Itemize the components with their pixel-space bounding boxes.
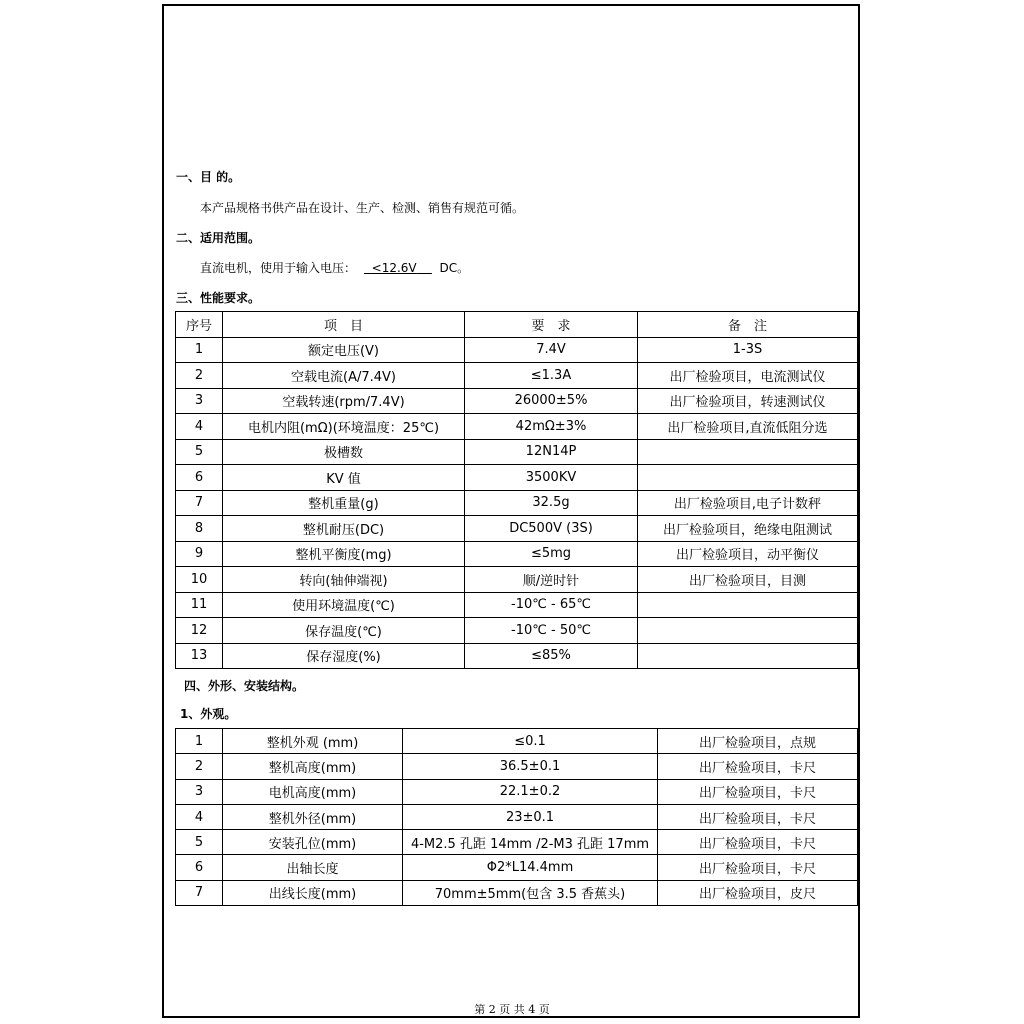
table-cell	[638, 439, 858, 465]
table-row	[176, 388, 858, 414]
table-cell: 8	[176, 516, 223, 542]
table-cell: 出厂检验项目，绝缘电阻测试	[638, 516, 858, 542]
table-row	[176, 618, 858, 644]
table-cell: 出轴长度	[223, 855, 403, 880]
table-cell	[638, 618, 858, 644]
table-cell: 7.4V	[465, 337, 638, 363]
table-row	[176, 516, 858, 542]
table-cell: 7	[176, 880, 223, 905]
table-row	[176, 592, 858, 618]
table-cell: 5	[176, 830, 223, 855]
table-row	[176, 754, 858, 779]
table-cell: 32.5g	[465, 490, 638, 516]
table-cell: 2	[176, 363, 223, 389]
table-cell: 4-M2.5 孔距 14mm /2-M3 孔距 17mm	[403, 830, 658, 855]
section-shape-title: 四、外形、安装结构。	[184, 679, 305, 693]
table-row	[176, 855, 858, 880]
table-cell: 备 注	[638, 312, 858, 338]
table-row	[176, 567, 858, 593]
section-purpose-title: 一、目 的。	[176, 170, 241, 184]
table-cell: 出厂检验项目，卡尺	[658, 830, 858, 855]
section-scope-title: 二、适用范围。	[176, 231, 261, 245]
table-row	[176, 439, 858, 465]
table-cell: 保存温度(℃)	[223, 618, 465, 644]
table-cell: 空载转速(rpm/7.4V)	[223, 388, 465, 414]
table-cell: 10	[176, 567, 223, 593]
table-cell: 出厂检验项目，卡尺	[658, 804, 858, 829]
table-cell: ≤0.1	[403, 729, 658, 754]
table-cell: ≤1.3A	[465, 363, 638, 389]
table-row	[176, 779, 858, 804]
table-cell: -10℃ - 65℃	[465, 592, 638, 618]
table-cell: 整机耐压(DC)	[223, 516, 465, 542]
table-cell: 项 目	[223, 312, 465, 338]
table-cell: 出厂检验项目，目测	[638, 567, 858, 593]
table-cell: 22.1±0.2	[403, 779, 658, 804]
table-cell: 极槽数	[223, 439, 465, 465]
section-performance-title: 三、性能要求。	[176, 291, 261, 305]
scope-voltage-value: <12.6V	[371, 261, 417, 275]
table-row	[176, 414, 858, 440]
table-cell: 3	[176, 388, 223, 414]
section-appearance-title: 1、外观。	[180, 707, 237, 721]
table-cell: 出厂检验项目,直流低阻分选	[638, 414, 858, 440]
table-cell: 4	[176, 804, 223, 829]
table-cell	[638, 643, 858, 669]
table-cell: Φ2*L14.4mm	[403, 855, 658, 880]
table-cell: ≤5mg	[465, 541, 638, 567]
table-cell: 出厂检验项目，动平衡仪	[638, 541, 858, 567]
table-cell: 整机重量(g)	[223, 490, 465, 516]
table-row	[176, 465, 858, 491]
table-cell: 整机外径(mm)	[223, 804, 403, 829]
table-row	[176, 337, 858, 363]
table-cell: 1-3S	[638, 337, 858, 363]
table-row	[176, 490, 858, 516]
table-cell: 42mΩ±3%	[465, 414, 638, 440]
table-cell: 4	[176, 414, 223, 440]
table-cell: 出厂检验项目,电子计数秤	[638, 490, 858, 516]
table-row	[176, 729, 858, 754]
table-cell: 70mm±5mm(包含 3.5 香蕉头)	[403, 880, 658, 905]
table-cell: 额定电压(V)	[223, 337, 465, 363]
table-cell: 电机高度(mm)	[223, 779, 403, 804]
table-header-row	[176, 312, 858, 338]
table-cell: 序号	[176, 312, 223, 338]
table-cell: KV 值	[223, 465, 465, 491]
table-cell: 整机平衡度(mg)	[223, 541, 465, 567]
table-cell	[638, 592, 858, 618]
table-cell: 6	[176, 855, 223, 880]
table-row	[176, 363, 858, 389]
spec-table	[175, 311, 858, 669]
table-cell: 出厂检验项目，卡尺	[658, 855, 858, 880]
table-cell: 2	[176, 754, 223, 779]
table-cell: 安装孔位(mm)	[223, 830, 403, 855]
table-row	[176, 541, 858, 567]
table-cell: 保存湿度(%)	[223, 643, 465, 669]
table-cell: 出厂检验项目，卡尺	[658, 779, 858, 804]
table-cell: 6	[176, 465, 223, 491]
table-cell: 出厂检验项目，点规	[658, 729, 858, 754]
table-row	[176, 643, 858, 669]
table-cell: 12N14P	[465, 439, 638, 465]
table-row	[176, 804, 858, 829]
table-cell: 转向(轴伸端视)	[223, 567, 465, 593]
scope-suffix: DC。	[439, 261, 470, 275]
table-cell: 出厂检验项目，皮尺	[658, 880, 858, 905]
table-cell: 出厂检验项目，转速测试仪	[638, 388, 858, 414]
section-scope-text	[200, 259, 469, 276]
table-cell: 23±0.1	[403, 804, 658, 829]
table-cell: 顺/逆时针	[465, 567, 638, 593]
table-cell: 36.5±0.1	[403, 754, 658, 779]
table-cell: 1	[176, 337, 223, 363]
table-cell: 13	[176, 643, 223, 669]
page-footer: 第 2 页 共 4 页	[474, 1003, 550, 1016]
table-row	[176, 830, 858, 855]
table-cell: DC500V (3S)	[465, 516, 638, 542]
table-cell: 3	[176, 779, 223, 804]
table-cell: 电机内阻(mΩ)(环境温度：25℃)	[223, 414, 465, 440]
table-cell: 5	[176, 439, 223, 465]
table-cell: 要 求	[465, 312, 638, 338]
scope-prefix: 直流电机，使用于输入电压：	[200, 261, 357, 275]
table-cell: -10℃ - 50℃	[465, 618, 638, 644]
table-cell: 7	[176, 490, 223, 516]
table-cell: 9	[176, 541, 223, 567]
table-cell: 整机外观 (mm)	[223, 729, 403, 754]
table-cell: 11	[176, 592, 223, 618]
appearance-table	[175, 728, 858, 906]
table-cell: 整机高度(mm)	[223, 754, 403, 779]
table-cell: 26000±5%	[465, 388, 638, 414]
table-cell	[638, 465, 858, 491]
table-cell: 出厂检验项目，卡尺	[658, 754, 858, 779]
table-cell: 3500KV	[465, 465, 638, 491]
table-cell: ≤85%	[465, 643, 638, 669]
section-purpose-text: 本产品规格书供产品在设计、生产、检测、销售有规范可循。	[200, 201, 525, 215]
table-cell: 出线长度(mm)	[223, 880, 403, 905]
table-cell: 12	[176, 618, 223, 644]
table-cell: 空载电流(A/7.4V)	[223, 363, 465, 389]
table-cell: 出厂检验项目，电流测试仪	[638, 363, 858, 389]
table-row	[176, 880, 858, 905]
table-cell: 1	[176, 729, 223, 754]
table-cell: 使用环境温度(℃)	[223, 592, 465, 618]
